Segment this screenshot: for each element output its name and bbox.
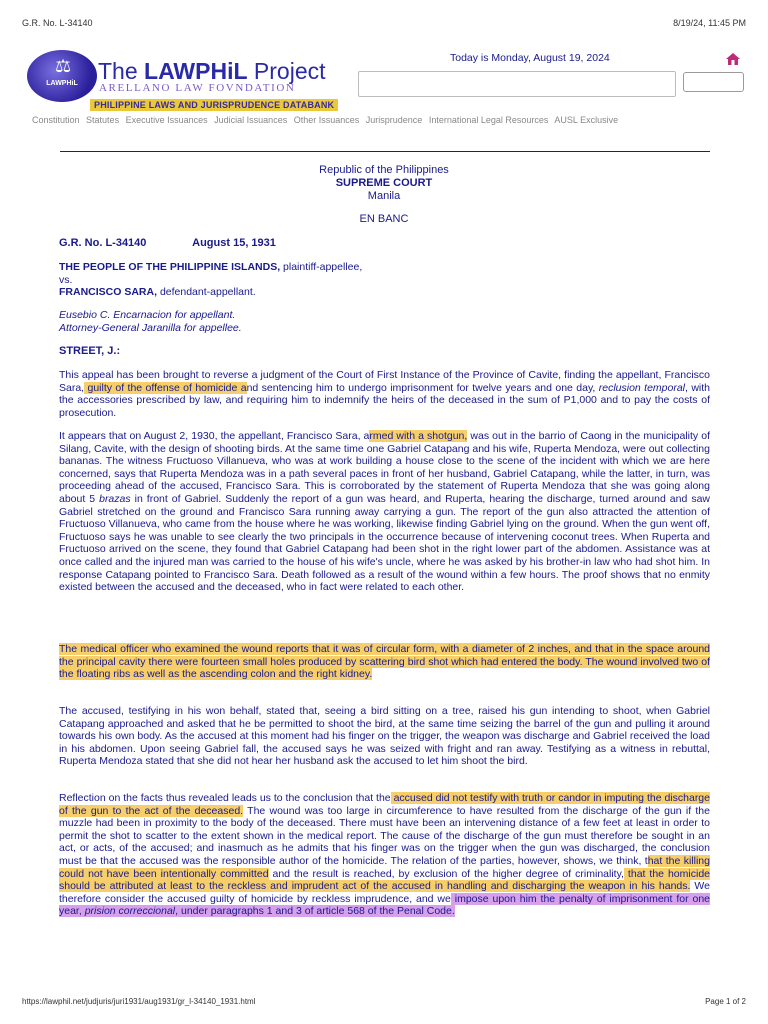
search-input[interactable] [358, 71, 676, 97]
today-date: Today is Monday, August 19, 2024 [450, 52, 610, 64]
case-heading [59, 237, 710, 250]
p5-highlight-2: hat the killing could not have been intentionally committed [59, 854, 710, 880]
site-title-prefix: The [98, 58, 138, 84]
p5-purple-highlight-italic: prision correccional [84, 905, 176, 918]
site-title[interactable] [98, 58, 326, 85]
p5-text-a: Reflection on the facts thus revealed leads us to the conclusion that the [59, 792, 391, 804]
court-republic: Republic of the Philippines [319, 164, 449, 176]
p3-highlight: The medical officer who examined the wound reports that it was of circular form, with a diameter of 2 inches, and that in the space around the principal cavity there were fourteen small holes produced by scattering bird shot which had entered the body. The wound involved two of the floating ribs as well as the ascending colon and the right kidney. [59, 643, 710, 681]
p5-highlight-3: that the homicide should be attributed at least to the reckless and imprudent act of the accused in handling and discharging the weapon in his hands. [59, 867, 710, 893]
court-city: Manila [367, 190, 401, 202]
case-number: G.R. No. L-34140 [59, 237, 147, 249]
p1-text-a: This appeal has been brought to reverse a judgment of the Court of First Instance of the Province of Cavite, finding the appellant, Francisco Sara, [59, 369, 710, 394]
case-date: August 15, 1931 [192, 237, 276, 249]
nav-executive-issuances[interactable]: Executive Issuances [125, 115, 208, 125]
print-header-datetime: 8/19/24, 11:45 PM [673, 18, 746, 28]
p5-highlight-1: accused did not testify with truth or candor in imputing the discharge of the gun to the act of the deceased. [59, 792, 710, 817]
court-division: EN BANC [359, 213, 409, 225]
counsel-appellee: Attorney-General Jaranilla for appellee. [59, 321, 242, 334]
p2-text-a: It appears that on August 2, 1930, the appellant, Francisco Sara, a [59, 430, 370, 442]
p2-text-b: was out in the barrio of Caong in the municipality of Silang, Cavite, with the design of shooting birds. At the same time one Gabriel Catapang and his wife, Ruperta Mendoza, were out collecting bananas. The witness Fructuoso Villanueva, who was at work building a house close to the scene of the incident with which we are here concerned, says that Ruperta Mendoza was in a path several paces in front of her husband, Gabriel Catapang, while the latter, in turn, was proceeding ahead of the accused, Francisco Sara. This is corroborated by the statement of Ruperta Mendoza that she was going along about 5 [59, 430, 710, 505]
p5-text-d: We therefore consider the accused guilty of homicide by reckless imprudence, and we [59, 880, 710, 905]
p1-highlight: guilty of the offense of homicide a [84, 381, 247, 394]
p2-highlight: rmed with a shotgun, [369, 430, 468, 442]
p1-text-b: nd sentencing him to undergo imprisonment for twelve years and one day, [246, 381, 596, 394]
nav-ausl-exclusive[interactable]: AUSL Exclusive [554, 115, 619, 125]
nav-international-legal-resources[interactable]: International Legal Resources [428, 115, 549, 125]
court-name: SUPREME COURT [335, 177, 433, 189]
site-title-suffix: Project [253, 58, 326, 84]
p5-purple-highlight-a: impose upon him the penalty of imprisonment for one year, [59, 892, 710, 918]
paragraph-2 [59, 430, 710, 594]
footer-page-number: Page 1 of 2 [705, 997, 746, 1006]
paragraph-3 [59, 643, 710, 681]
paragraph-1 [59, 369, 710, 419]
home-icon[interactable] [725, 52, 741, 66]
party-versus: vs. [59, 273, 73, 286]
paragraph-4 [59, 705, 710, 768]
main-nav [32, 115, 622, 125]
paragraph-5 [59, 792, 710, 918]
nav-other-issuances[interactable]: Other Issuances [293, 115, 360, 125]
logo-mini-text: LAWPHiL [46, 80, 78, 87]
p5-text-c: and the result is reached, by exclusion of the higher degree of criminality, [268, 867, 624, 880]
scale-of-justice-icon: ⚖ [55, 56, 72, 77]
party-defendant-role: defendant-appellant. [159, 286, 256, 299]
print-header-title: G.R. No. L-34140 [22, 18, 93, 28]
p1-italic: reclusion temporal [595, 381, 686, 394]
party-plaintiff: THE PEOPLE OF THE PHILIPPINE ISLANDS, [59, 261, 281, 273]
site-title-brand: LAWPHiL [144, 58, 248, 84]
p5-text-b: The wound was too large in circumference to have resulted from the discharge of the gun if the muzzle had been in proximity to the body of the deceased. There must have been an intervening distance of a few feet at least in order to permit the shot to scatter to the extent shown in the medical report. The cause of the discharge of the gun must therefore be sought in an act, or acts, of the accused; and inasmuch as he admits that his finger was on the trigger when the gun was discharged, the conclusion must be that the accused was the responsible author of the homicide. The relation of the parties, however, shows, we think, t [59, 804, 710, 867]
nav-statutes[interactable]: Statutes [86, 115, 120, 125]
p1-text-c: , with the accessories prescribed by law, and requiring him to indemnify the heirs of the deceased in the sum of P1,000 and to pay the costs of prosecution. [59, 381, 710, 419]
p2-text-c: in front of Gabriel. Suddenly the report of a gun was heard, and Ruperta, hearing the discharge, turned around and saw Gabriel stretched on the ground and Francisco Sara running away carrying a gun. The report of the gun also attracted the attention of Fructuoso Villanueva, who came from the house where he was working, likewise finding Gabriel lying on the ground. When the gun went off, Fructuoso says he was unable to see clearly the two principals in the occurrence because of intervening coconut trees. When Ruperta and Fructuoso arrived on the scene, they found that Gabriel Catapang had been shot in the right lower part of the abdomen. Assistance was at once called and the injured man was carried to the house of his wife's uncle, where he was asked by his brother-in law who had shot him. In response Catapang pointed to Francisco Sara. Death followed as a result of the wound within a few hours. The proof shows that no enmity existed between the accused and the deceased, who in fact were related to each other. [59, 492, 710, 594]
counsel-block [59, 309, 710, 334]
nav-jurisprudence[interactable]: Jurisprudence [365, 115, 423, 125]
site-databank-label: PHILIPPINE LAWS AND JURISPRUDENCE DATABANK [90, 99, 338, 111]
party-defendant: FRANCISCO SARA, [59, 286, 158, 299]
header-divider [60, 151, 710, 152]
search-button[interactable] [683, 72, 744, 92]
p2-italic: brazas [95, 492, 131, 505]
counsel-appellant: Eusebio C. Encarnacion for appellant. [59, 309, 236, 321]
case-parties [59, 261, 710, 299]
p4-text: The accused, testifying in his won behalf, stated that, seeing a bird sitting on a tree, raised his gun intending to shoot, when Gabriel Catapang approached and asked that he be permitted to shoot the bird, at the same time seizing the barrel of the gun and pulling it around towards his own body. As the accused at this moment had his finger on the trigger, the weapon was discharge and Gabriel received the load in his abdomen. Upon seeing Gabriel fall, the accused says he was seized with fright and ran away. Testifying as a witness in rebuttal, Ruperta Mendoza stated that she did not hear her husband ask the accused to let him shoot the bird. [59, 705, 710, 768]
ponente: STREET, J.: [59, 345, 121, 357]
footer-url: https://lawphil.net/judjuris/juri1931/aug1931/gr_l-34140_1931.html [22, 997, 256, 1006]
p5-purple-highlight-b: , under paragraphs 1 and 3 of article 568 of the Penal Code. [175, 905, 455, 918]
site-subtitle: ARELLANO LAW FOVNDATION [99, 82, 296, 94]
nav-judicial-issuances[interactable]: Judicial Issuances [214, 115, 288, 125]
nav-constitution[interactable]: Constitution [32, 115, 80, 125]
party-plaintiff-role: plaintiff-appellee, [283, 261, 363, 273]
lawphil-logo[interactable] [27, 50, 97, 102]
